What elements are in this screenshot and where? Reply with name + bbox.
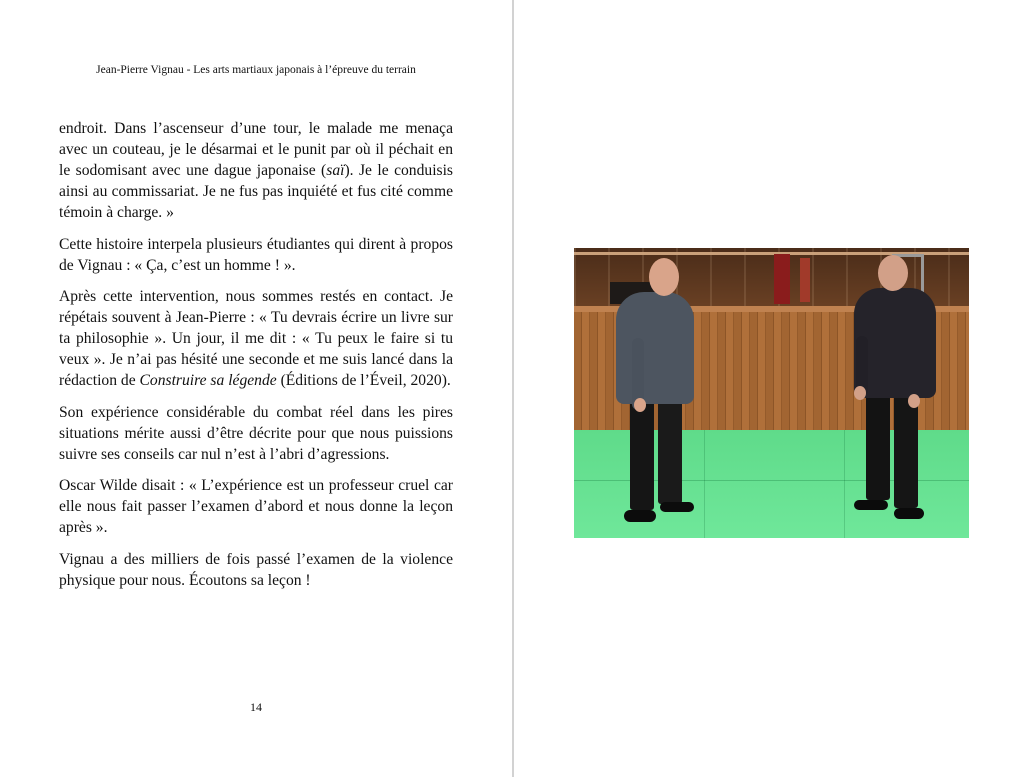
person-1-head — [649, 258, 679, 296]
photo-gym-machine-2 — [800, 258, 810, 302]
body-text — [59, 118, 453, 601]
photo-gym-machine — [774, 254, 790, 304]
page-number: 14 — [250, 700, 262, 714]
person-2-foot-right — [894, 508, 924, 519]
running-header: Jean-Pierre Vignau - Les arts martiaux japonais à l’épreuve du terrain — [96, 64, 416, 76]
person-2-leg-left — [866, 392, 890, 500]
person-1-leg-left — [630, 398, 654, 510]
paragraph-1: endroit. Dans l’ascenseur d’une tour, le malade me menaça avec un couteau, je le désarmai et le punit par où il péchait en le sodomisant avec une dague japonaise (saï). Je le conduisis ainsi au commissariat. Je ne fus pas inquiété et fus cité comme témoin à charge. » — [59, 120, 453, 221]
photo-two-men-dojo — [574, 248, 969, 538]
person-2-hand-2 — [908, 394, 920, 408]
photo-mat-seam-3 — [844, 430, 845, 538]
book-title: Construire sa légende — [139, 372, 277, 389]
person-2-head — [878, 255, 908, 291]
person-1-foot-left — [624, 510, 656, 522]
paragraph-6: Vignau a des milliers de fois passé l’examen de la violence physique pour nous. Écoutons sa leçon ! — [59, 550, 453, 589]
person-1-leg-right — [658, 398, 682, 504]
person-1-torso — [616, 292, 694, 404]
person-2-foot-left — [854, 500, 888, 510]
paragraph-5: Oscar Wilde disait : « L’expérience est un professeur cruel car elle nous fait passer l’examen d’abord et nous donne la leçon après ». — [59, 477, 453, 536]
person-1-foot-right — [660, 502, 694, 512]
paragraph-3: Après cette intervention, nous sommes restés en contact. Je répétais souvent à Jean-Pierre : « Tu devrais écrire un livre sur ta philosophie ». Un jour, il me dit : « Tu peux le faire si tu veux ». Je n’ai pas hésité une seconde et me suis lancé dans la rédaction de Construire sa légende (Éditions de l’Éveil, 2020). — [59, 288, 453, 389]
paragraph-2: Cette histoire interpela plusieurs étudiantes qui dirent à propos de Vignau : « Ça, c’est un homme ! ». — [59, 235, 453, 274]
paragraph-4: Son expérience considérable du combat réel dans les pires situations mérite aussi d’être décrite pour que nous puissions suivre ses conseils car nul n’est à l’abri d’agressions. — [59, 403, 453, 463]
photo-mat-seam-2 — [704, 430, 705, 538]
person-2-hand — [854, 386, 866, 400]
italic-term: saï — [326, 162, 345, 179]
person-1-hand — [634, 398, 646, 412]
person-2-leg-right — [894, 392, 918, 508]
